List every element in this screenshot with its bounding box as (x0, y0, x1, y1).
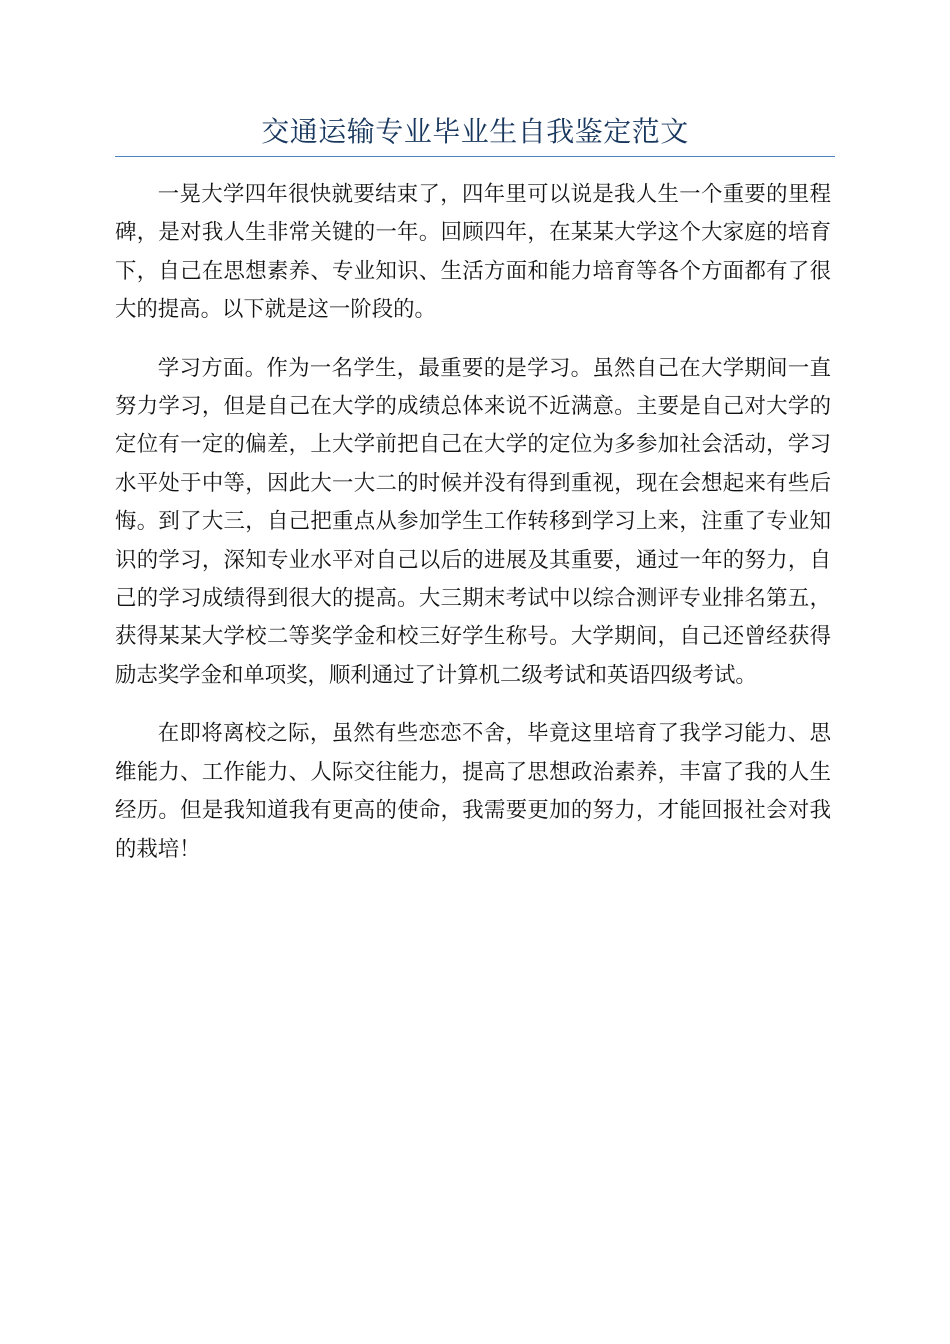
document-body (115, 176, 831, 889)
paragraph-intro: 一晃大学四年很快就要结束了，四年里可以说是我人生一个重要的里程碑，是对我人生非常关键的一年。回顾四年，在某某大学这个大家庭的培育下，自己在思想素养、专业知识、生活方面和能力培育等各个方面都有了很大的提高。以下就是这一阶段的。 (115, 182, 831, 323)
paragraph-study: 学习方面。作为一名学生，最重要的是学习。虽然自己在大学期间一直努力学习，但是自己在大学的成绩总体来说不近满意。主要是自己对大学的定位有一定的偏差，上大学前把自己在大学的定位为多参加社会活动，学习水平处于中等，因此大一大二的时候并没有得到重视，现在会想起来有些后悔。到了大三，自己把重点从参加学生工作转移到学习上来，注重了专业知识的学习，深知专业水平对自己以后的进展及其重要，通过一年的努力，自己的学习成绩得到很大的提高。大三期末考试中以综合测评专业排名第五，获得某某大学校二等奖学金和校三好学生称号。大学期间，自己还曾经获得励志奖学金和单项奖，顺利通过了计算机二级考试和英语四级考试。 (115, 355, 831, 688)
document-title: 交通运输专业毕业生自我鉴定范文 (261, 115, 689, 148)
title-block (115, 112, 835, 157)
paragraph-closing: 在即将离校之际，虽然有些恋恋不舍，毕竟这里培育了我学习能力、思维能力、工作能力、人际交往能力，提高了思想政治素养，丰富了我的人生经历。但是我知道我有更高的使命，我需要更加的努力，才能回报社会对我的栽培！ (115, 721, 831, 862)
